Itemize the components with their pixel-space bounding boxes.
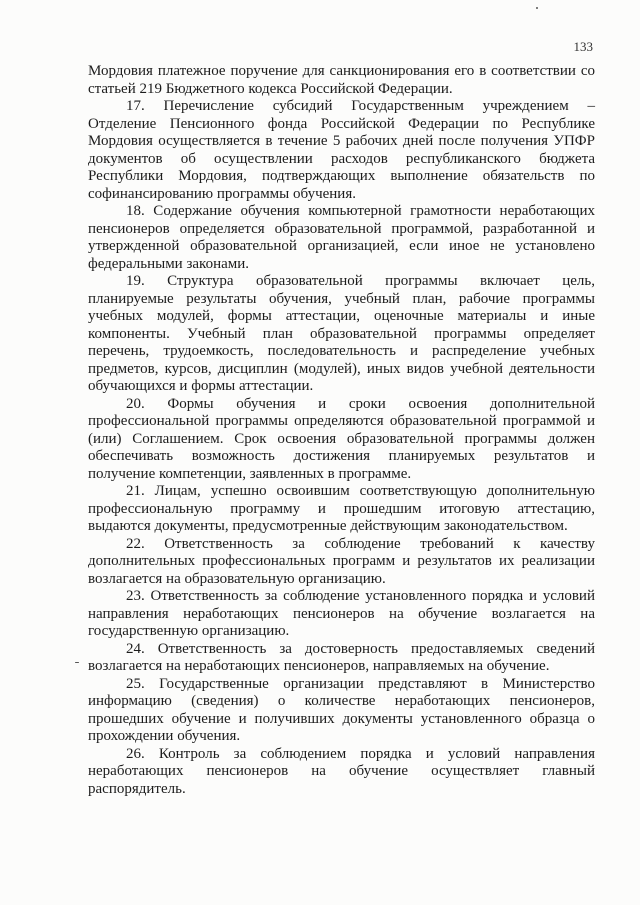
text-line: статьей 219 Бюджетного кодекса Российской Федерации. (88, 80, 453, 97)
text-line: 24. Ответственность за достоверность предоставляемых сведений (126, 640, 595, 657)
text-line: возлагается на образовательную организацию. (88, 570, 386, 587)
text-line: Мордовия осуществляется в течение 5 рабочих дней после получения УПФР (88, 133, 595, 149)
paragraph-25 (88, 676, 595, 746)
text-line: Мордовия платежное поручение для санкционирования его в соответствии со (88, 63, 595, 79)
text-line: прошедших обучение и получивших документы установленного образца о (88, 710, 595, 727)
text-line: 17. Перечисление субсидий Государственным учреждением – (126, 98, 595, 114)
text-line: неработающих пенсионеров на обучение осуществляет главный (88, 763, 595, 779)
text-line: Республики Мордовия, подтверждающих выполнение обязательств по (88, 168, 595, 184)
text-line: 25. Государственные организации представляют в Министерство (126, 675, 595, 692)
text-line: 21. Лицам, успешно освоившим соответствующую дополнительную (126, 483, 595, 499)
paragraph-24 (88, 641, 595, 676)
text-line: перечень, трудоемкость, последовательность и распределение учебных (88, 343, 595, 359)
text-line: профессиональную программу и прошедшим итоговую аттестацию, (88, 500, 595, 517)
scan-speck (75, 662, 79, 663)
text-line: прохождении обучения. (88, 728, 241, 744)
text-line: (или) Соглашением. Срок освоения образовательной программы должен (88, 430, 595, 447)
text-line: информацию (сведения) о количестве неработающих пенсионеров, (88, 693, 595, 709)
text-line: обучающихся и формы аттестации. (88, 378, 314, 394)
text-line: софинансированию программы обучения. (88, 185, 356, 202)
paragraph-17 (88, 98, 595, 203)
scan-speck (536, 7, 538, 9)
text-line: 26. Контроль за соблюдением порядка и условий направления (126, 745, 595, 762)
text-line: предметов, курсов, дисциплин (модулей), иных видов учебной деятельности (88, 360, 595, 377)
document-body (88, 63, 595, 798)
paragraph-19 (88, 273, 595, 396)
text-line: возлагается на неработающих пенсионеров, направляемых на обучение. (88, 658, 550, 674)
paragraph-21 (88, 483, 595, 536)
text-line: 22. Ответственность за соблюдение требований к качеству (126, 535, 595, 552)
text-line: распорядитель. (88, 780, 186, 797)
text-line: государственную организацию. (88, 623, 290, 639)
paragraph-22 (88, 536, 595, 589)
paragraph-23 (88, 588, 595, 641)
text-line: профессиональной программы определяются образовательной программой и (88, 413, 595, 429)
text-line: пенсионеров определяется образовательной программой, разработанной и (88, 220, 595, 237)
text-line: 20. Формы обучения и сроки освоения дополнительной (126, 395, 595, 412)
text-line: учебных модулей, формы аттестации, оценочные материалы и иные (88, 308, 595, 324)
text-line: компоненты. Учебный план образовательной программы определяет (88, 325, 595, 342)
text-line: планируемые результаты обучения, учебный план, рабочие программы (88, 290, 595, 307)
text-line: 23. Ответственность за соблюдение установленного порядка и условий (126, 588, 595, 604)
text-line: выдаются документы, предусмотренные действующим законодательством. (88, 518, 568, 534)
paragraph-continuation (88, 63, 595, 98)
text-line: обеспечивать возможность достижения планируемых результатов и (88, 448, 595, 464)
text-line: Отделение Пенсионного фонда Российской Федерации по Республике (88, 115, 595, 132)
paragraph-26 (88, 746, 595, 799)
text-line: федеральными законами. (88, 255, 250, 272)
paragraph-18 (88, 203, 595, 273)
text-line: утвержденной образовательной организацией, если иное не установлено (88, 238, 595, 254)
page-number: 133 (573, 39, 593, 54)
text-line: дополнительных профессиональных программ и результатов их реализации (88, 553, 595, 569)
text-line: документов об осуществлении расходов республиканского бюджета (88, 150, 595, 167)
text-line: получение компетенции, заявленных в программе. (88, 465, 412, 482)
text-line: направления неработающих пенсионеров на обучение возлагается на (88, 605, 595, 622)
text-line: 18. Содержание обучения компьютерной грамотности неработающих (126, 203, 595, 219)
text-line: 19. Структура образовательной программы включает цель, (126, 273, 595, 289)
paragraph-20 (88, 396, 595, 484)
